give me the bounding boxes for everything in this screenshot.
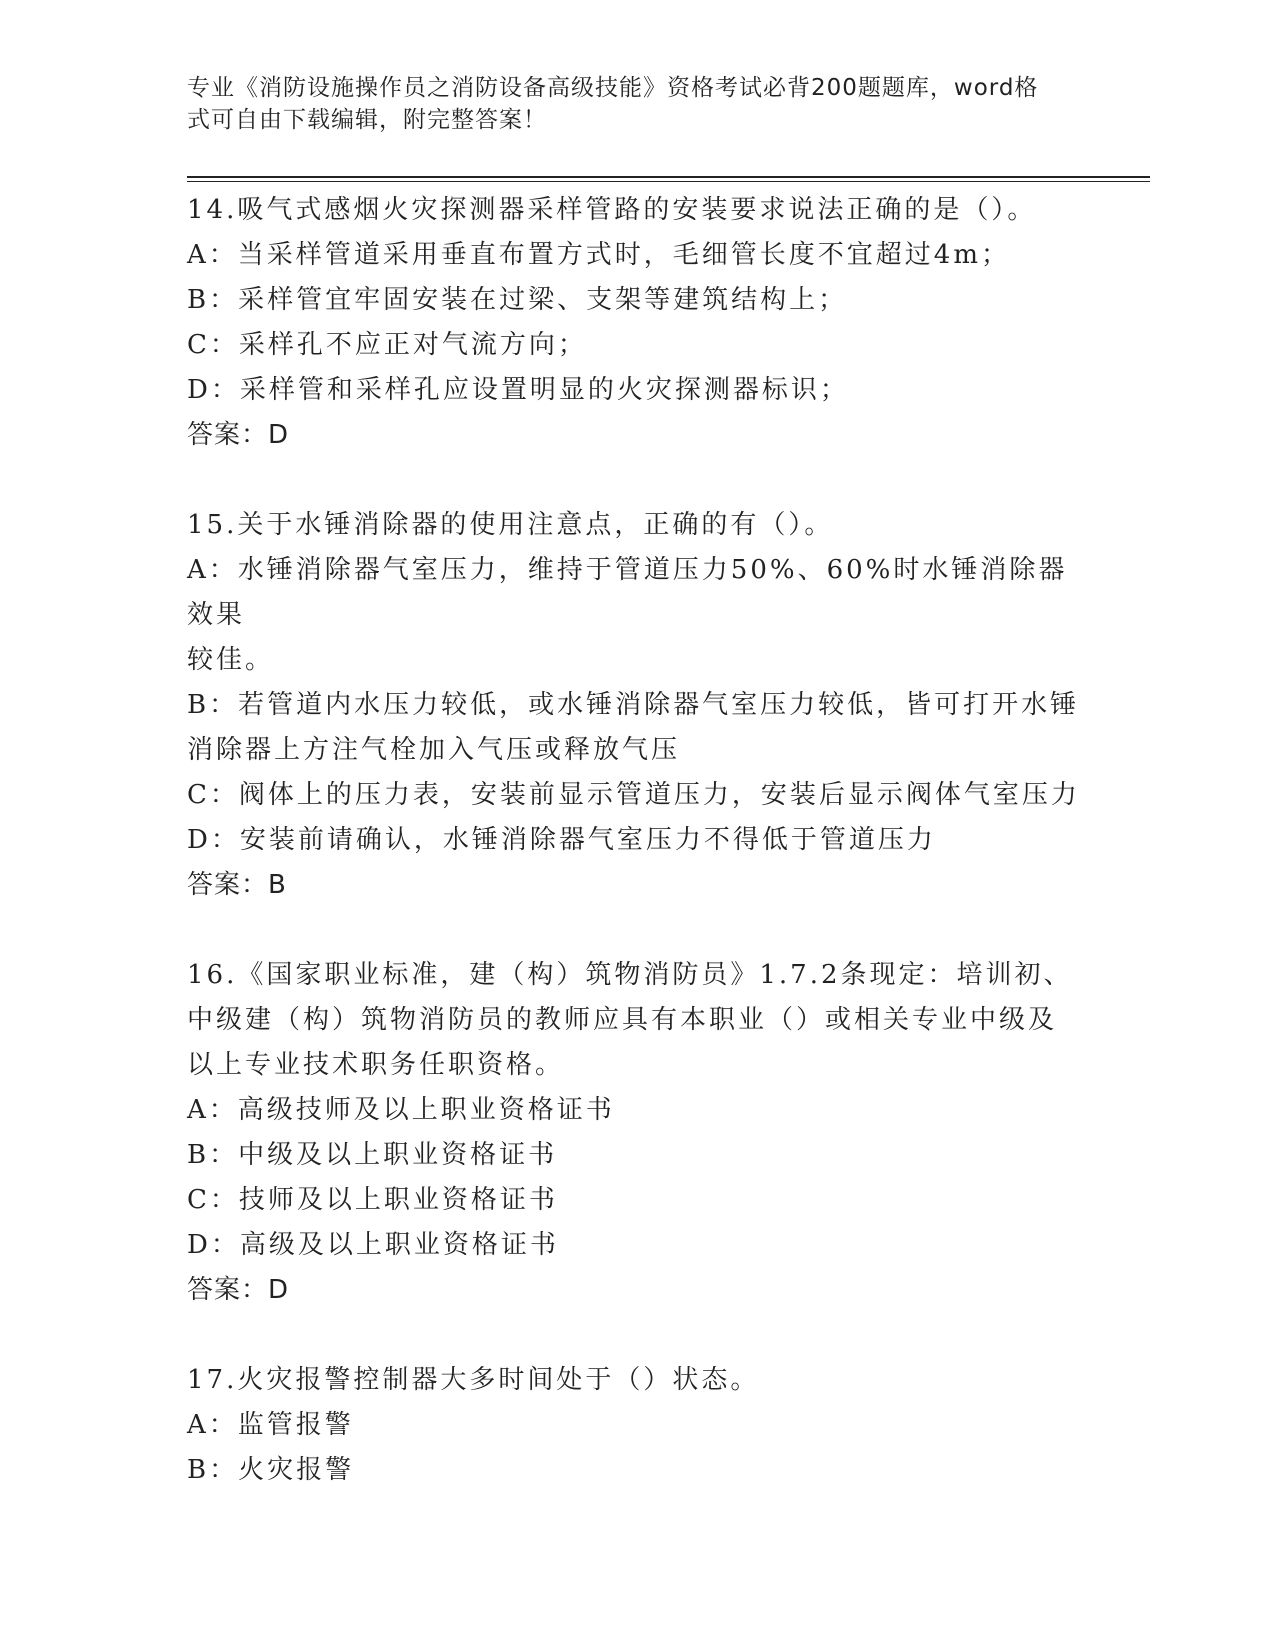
question-17 [187, 1358, 1087, 1493]
question-stem-continued: 以上专业技术职务任职资格。 [187, 1050, 565, 1080]
question-14 [187, 188, 1087, 458]
option-d: D：采样管和采样孔应设置明显的火灾探测器标识； [187, 375, 849, 405]
option-a: A：高级技师及以上职业资格证书 [187, 1095, 615, 1125]
option-d: D：安装前请确认，水锤消除器气室压力不得低于管道压力 [187, 825, 936, 855]
option-b: B：若管道内水压力较低，或水锤消除器气室压力较低，皆可打开水锤 [187, 690, 1080, 720]
option-c: C：采样孔不应正对气流方向； [187, 330, 587, 360]
option-b: B：采样管宜牢固安装在过梁、支架等建筑结构上； [187, 285, 848, 315]
answer-line: 答案：D [187, 420, 290, 450]
question-stem: 15.关于水锤消除器的使用注意点，正确的有（）。 [187, 510, 834, 540]
header-line-1: 专业《消防设施操作员之消防设备高级技能》资格考试必背200题题库，word格 [187, 75, 1039, 101]
question-stem: 16.《国家职业标准，建（构）筑物消防员》1.7.2条现定：培训初、 [187, 960, 1073, 990]
document-header [187, 72, 1087, 136]
question-15 [187, 503, 1087, 908]
header-line-2: 式可自由下载编辑，附完整答案！ [187, 107, 547, 133]
option-c: C：技师及以上职业资格证书 [187, 1185, 558, 1215]
question-16 [187, 953, 1087, 1313]
option-a-continued: 较佳。 [187, 645, 275, 675]
answer-line: 答案：D [187, 1275, 290, 1305]
question-stem: 14.吸气式感烟火灾探测器采样管路的安装要求说法正确的是（）。 [187, 195, 1037, 225]
question-list [187, 188, 1087, 1538]
option-d: D：高级及以上职业资格证书 [187, 1230, 559, 1260]
option-a: A：监管报警 [187, 1410, 354, 1440]
header-divider-thick [187, 176, 1150, 178]
option-c: C：阀体上的压力表，安装前显示管道压力，安装后显示阀体气室压力 [187, 780, 1080, 810]
question-stem-continued: 中级建（构）筑物消防员的教师应具有本职业（）或相关专业中级及 [187, 1005, 1058, 1035]
option-b: B：火灾报警 [187, 1455, 355, 1485]
option-a: A：水锤消除器气室压力，维持于管道压力50%、60%时水锤消除器效果 [187, 555, 1068, 630]
option-b-continued: 消除器上方注气栓加入气压或释放气压 [187, 735, 681, 765]
question-stem: 17.火灾报警控制器大多时间处于（）状态。 [187, 1365, 760, 1395]
option-b: B：中级及以上职业资格证书 [187, 1140, 558, 1170]
answer-line: 答案：B [187, 870, 287, 900]
option-a: A：当采样管道采用垂直布置方式时，毛细管长度不宜超过4m； [187, 240, 1010, 270]
header-divider-thin [187, 181, 1150, 182]
